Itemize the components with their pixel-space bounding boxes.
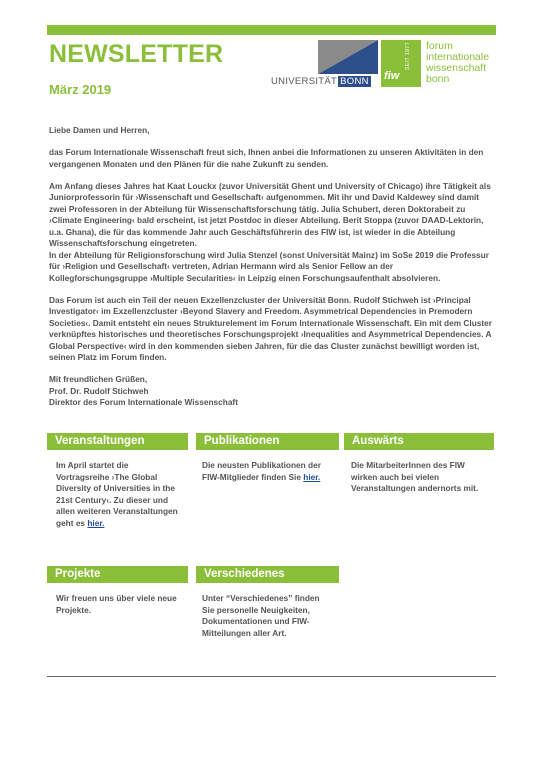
letter-signer-role: Direktor des Forum Internationale Wissenschaft: [49, 397, 238, 407]
letter-paragraph: das Forum Internationale Wissenschaft freut sich, Ihnen anbei die Informationen zu unseren Aktivitäten in den vergangenen Monaten und den Plänen für die nahe Zukunft zu senden.: [49, 147, 484, 169]
university-bonn-logo-mark: [318, 40, 378, 74]
bottom-divider: [47, 676, 496, 677]
section-text-verschiedenes: Unter “Verschiedenes” finden Sie personelle Neuigkeiten, Dokumentationen und FIW-Mitteilungen aller Art.: [202, 593, 320, 638]
letter-paragraph: Das Forum ist auch ein Teil der neuen Exzellenzcluster der Universität Bonn. Rudolf Stichweh ist ›Principal Investigator‹ im Exzellenzcluster ›Beyond Slavery and Freedom. Asymmetrical Dependencies in Premodern Societies‹. Damit entsteht ein neues Strukturelement im Forum Internationale Wissenschaft. Ein mit dem Cluster verknüpftes historisches und theoretisches Forschungsprojekt ›Inequalities and Asymmetrical Dependencies. A Global Perspective‹ wird in den kommenden sieben Jahren, für die das Cluster zunächst bewilligt worden ist, seinen Platz im Forum finden.: [49, 294, 492, 362]
section-header-auswaerts: Auswärts: [344, 433, 494, 450]
section-header-publikationen: Publikationen: [196, 433, 339, 450]
logo-group: [268, 40, 498, 90]
veranstaltungen-link[interactable]: hier.: [87, 517, 105, 528]
section-header-veranstaltungen: Veranstaltungen: [47, 433, 188, 450]
fiw-logo-abbr: fiw: [384, 70, 400, 82]
fiw-logo-name: forum internationale wissenschaft bonn: [426, 40, 490, 85]
fiw-logo: [381, 40, 421, 87]
letter-paragraph: Am Anfang dieses Jahres hat Kaat Louckx (zuvor Universität Ghent und University of Chicago) ihre Tätigkeit als Juniorprofessorin für ›Wissenschaft und Gesellschaft‹ aufgenommen. Mit ihr und David Kaldewey sind damit zwei Professoren in der Abteilung für Wissenschaftsforschung tätig. Julia Schubert, deren Doktorabeit zu ›Climate Engineering‹ bald erscheint, ist jetzt Postdoc in dieser Abteilung. Berit Stoppa (zuvor DAAD-Lektorin, u.a. Ghana), die für das kommende Jahr auch Geschäftsführerin des FIW ist, ist wieder in die Abteilung Wissenschaftsforschung eingetreten. In der Abteilung für Religionsforschung wird Julia Stenzel (sonst Universität Mainz) im SoSe 2019 die Professur für ›Religion und Gesellschaft‹ vertreten, Adrian Hermann wird als Senior Fellow an der Kollegforschungsgruppe ›Multiple Secularities‹ in Leipzig einen Forschungsaufenthalt absolvieren.: [49, 180, 491, 283]
top-accent-bar: [47, 25, 496, 35]
letter-body: [49, 125, 494, 409]
publikationen-link[interactable]: hier.: [303, 471, 321, 482]
section-text-publikationen: Die neusten Publikationen der FIW-Mitglieder finden Sie hier.: [202, 460, 321, 482]
letter-salutation: Liebe Damen und Herren,: [49, 125, 150, 135]
newsletter-date: März 2019: [49, 82, 112, 97]
section-header-verschiedenes: Verschiedenes: [196, 566, 339, 583]
university-bonn-logo-text: UNIVERSITÄT BONN: [271, 76, 369, 87]
letter-signer: Prof. Dr. Rudolf Stichweh: [49, 385, 149, 396]
section-header-projekte: Projekte: [47, 566, 188, 583]
newsletter-title: NEWSLETTER: [49, 40, 224, 68]
section-text-projekte: Wir freuen uns über viele neue Projekte.: [56, 593, 177, 615]
letter-closing: Mit freundlichen Grüßen,: [49, 374, 148, 384]
section-text-auswaerts: Die MitarbeiterInnen des FIW wirken auch bei vielen Veranstaltungen andernorts mit.: [351, 460, 479, 493]
section-text-veranstaltungen: Im April startet die Vortragsreihe ›The Global Diversity of Universities in the 21st Century‹. Zu dieser und allen weiteren Veranstaltungen geht es hier.: [56, 460, 178, 528]
fiw-logo-side-text: SEIT 1977: [405, 42, 411, 71]
